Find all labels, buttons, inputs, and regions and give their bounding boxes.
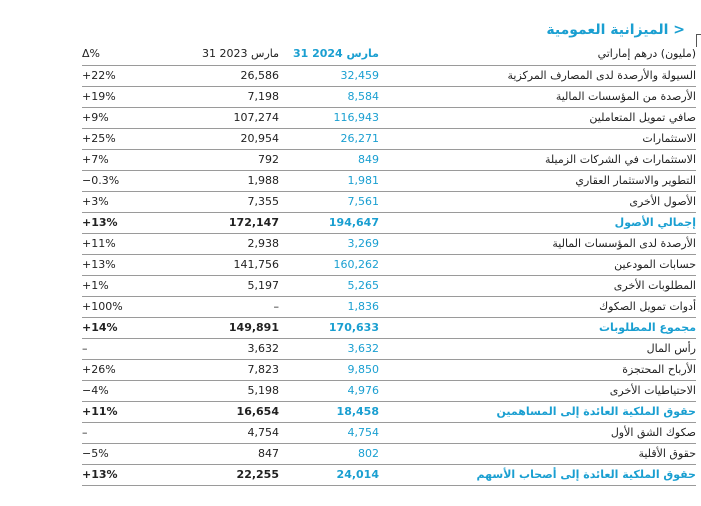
cell-2023: 5,198 xyxy=(154,380,279,401)
cell-label: الاستثمارات xyxy=(379,128,696,149)
cell-delta: +14% xyxy=(82,317,154,338)
table-row xyxy=(82,86,696,107)
cell-delta: +7% xyxy=(82,149,154,170)
cell-2024: 4,976 xyxy=(279,380,379,401)
cell-delta: +1% xyxy=(82,275,154,296)
cell-2023: 5,197 xyxy=(154,275,279,296)
frame-edge xyxy=(696,34,701,47)
cell-label: مجموع المطلوبات xyxy=(379,317,696,338)
cell-delta: +9% xyxy=(82,107,154,128)
cell-2024: 116,943 xyxy=(279,107,379,128)
cell-2024: 849 xyxy=(279,149,379,170)
cell-2024: 32,459 xyxy=(279,65,379,86)
cell-label: الاستثمارات في الشركات الزميلة xyxy=(379,149,696,170)
table-row xyxy=(82,296,696,317)
cell-label: المطلوبات الأخرى xyxy=(379,275,696,296)
cell-delta: +26% xyxy=(82,359,154,380)
cell-2023: 149,891 xyxy=(154,317,279,338)
cell-2023: 141,756 xyxy=(154,254,279,275)
table-row xyxy=(82,65,696,86)
cell-label: الأصول الأخرى xyxy=(379,191,696,212)
cell-delta: +100% xyxy=(82,296,154,317)
table-row xyxy=(82,149,696,170)
table-row xyxy=(82,317,696,338)
cell-2024: 1,836 xyxy=(279,296,379,317)
cell-2023: 26,586 xyxy=(154,65,279,86)
cell-label: إجمالي الأصول xyxy=(379,212,696,233)
cell-2024: 7,561 xyxy=(279,191,379,212)
cell-2023: 792 xyxy=(154,149,279,170)
balance-sheet-table xyxy=(82,44,696,486)
cell-delta: +13% xyxy=(82,254,154,275)
table-row xyxy=(82,359,696,380)
cell-label: صكوك الشق الأول xyxy=(379,422,696,443)
cell-2023: 7,355 xyxy=(154,191,279,212)
table-row xyxy=(82,212,696,233)
cell-2024: 5,265 xyxy=(279,275,379,296)
cell-label: الأرصدة من المؤسسات المالية xyxy=(379,86,696,107)
table-row xyxy=(82,401,696,422)
table-row xyxy=(82,464,696,485)
cell-label: الأرباح المحتجزة xyxy=(379,359,696,380)
table-row xyxy=(82,233,696,254)
header-unit: (مليون) درهم إماراتي xyxy=(379,44,696,65)
header-2023: 31 مارس 2023 xyxy=(154,44,279,65)
cell-2023: 107,274 xyxy=(154,107,279,128)
table-row xyxy=(82,275,696,296)
cell-delta: – xyxy=(82,338,154,359)
cell-2023: 2,938 xyxy=(154,233,279,254)
cell-2024: 802 xyxy=(279,443,379,464)
cell-2024: 3,632 xyxy=(279,338,379,359)
cell-delta: +3% xyxy=(82,191,154,212)
cell-label: الأرصدة لدى المؤسسات المالية xyxy=(379,233,696,254)
table-row xyxy=(82,338,696,359)
cell-2023: 172,147 xyxy=(154,212,279,233)
cell-delta: +11% xyxy=(82,233,154,254)
table-row xyxy=(82,443,696,464)
cell-2023: 1,988 xyxy=(154,170,279,191)
cell-2023: – xyxy=(154,296,279,317)
cell-label: حقوق الملكية العائدة إلى أصحاب الأسهم xyxy=(379,464,696,485)
table-row xyxy=(82,422,696,443)
cell-label: التطوير والاستثمار العقاري xyxy=(379,170,696,191)
cell-label: صافي تمويل المتعاملين xyxy=(379,107,696,128)
cell-label: حقوق الملكية العائدة إلى المساهمين xyxy=(379,401,696,422)
cell-2023: 847 xyxy=(154,443,279,464)
cell-label: أدوات تمويل الصكوك xyxy=(379,296,696,317)
cell-2024: 8,584 xyxy=(279,86,379,107)
cell-delta: +13% xyxy=(82,212,154,233)
table-row xyxy=(82,107,696,128)
cell-delta: +22% xyxy=(82,65,154,86)
cell-2024: 24,014 xyxy=(279,464,379,485)
cell-2024: 4,754 xyxy=(279,422,379,443)
cell-delta: −5% xyxy=(82,443,154,464)
cell-delta: +11% xyxy=(82,401,154,422)
cell-2024: 160,262 xyxy=(279,254,379,275)
table-row xyxy=(82,170,696,191)
cell-2023: 20,954 xyxy=(154,128,279,149)
cell-label: حسابات المودعين xyxy=(379,254,696,275)
table-row xyxy=(82,191,696,212)
cell-label: الاحتياطيات الأخرى xyxy=(379,380,696,401)
cell-2024: 3,269 xyxy=(279,233,379,254)
table-row xyxy=(82,254,696,275)
table-header-row xyxy=(82,44,696,65)
cell-label: رأس المال xyxy=(379,338,696,359)
cell-2023: 22,255 xyxy=(154,464,279,485)
cell-label: حقوق الأقلية xyxy=(379,443,696,464)
cell-2023: 4,754 xyxy=(154,422,279,443)
cell-delta: −4% xyxy=(82,380,154,401)
header-delta: Δ% xyxy=(82,44,154,65)
cell-2024: 194,647 xyxy=(279,212,379,233)
cell-2023: 3,632 xyxy=(154,338,279,359)
page-title: < الميزانية العمومية xyxy=(546,22,685,38)
cell-2024: 170,633 xyxy=(279,317,379,338)
cell-2023: 7,198 xyxy=(154,86,279,107)
cell-2024: 26,271 xyxy=(279,128,379,149)
cell-2023: 16,654 xyxy=(154,401,279,422)
cell-delta: −0.3% xyxy=(82,170,154,191)
cell-delta: +19% xyxy=(82,86,154,107)
table-row xyxy=(82,128,696,149)
cell-delta: +13% xyxy=(82,464,154,485)
cell-2024: 18,458 xyxy=(279,401,379,422)
header-2024: 31 مارس 2024 xyxy=(279,44,379,65)
cell-2024: 1,981 xyxy=(279,170,379,191)
cell-2024: 9,850 xyxy=(279,359,379,380)
cell-2023: 7,823 xyxy=(154,359,279,380)
cell-label: السيولة والأرصدة لدى المصارف المركزية xyxy=(379,65,696,86)
cell-delta: – xyxy=(82,422,154,443)
table-row xyxy=(82,380,696,401)
cell-delta: +25% xyxy=(82,128,154,149)
